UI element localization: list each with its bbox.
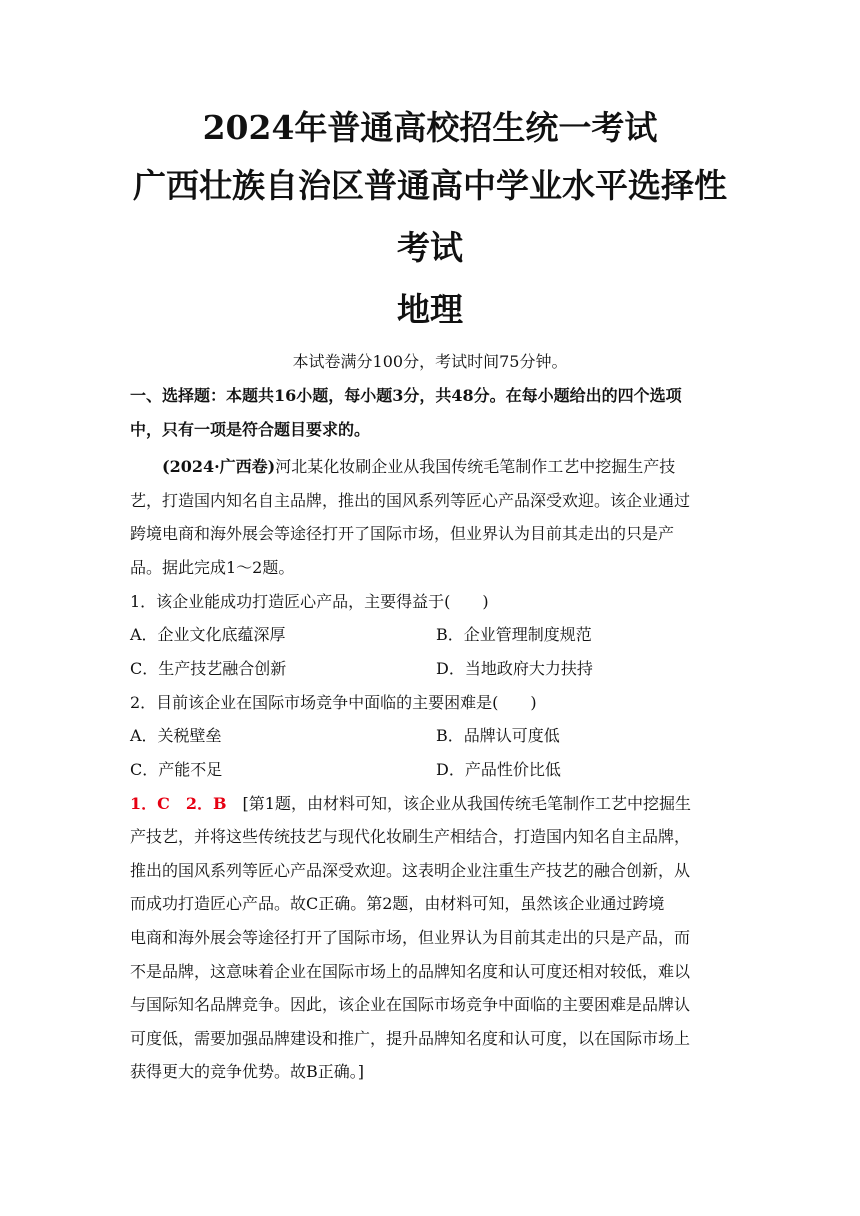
- answer-line-4: 而成功打造匠心产品。故C正确。第2题，由材料可知，虽然该企业通过跨境: [130, 894, 665, 913]
- question-1-option-c: C．生产技艺融合创新: [130, 659, 287, 678]
- question-2-option-d: D．产品性价比低: [436, 760, 561, 779]
- question-2-option-b: B．品牌认可度低: [436, 726, 560, 745]
- passage-line-4: 品。据此完成1～2题。: [130, 558, 295, 577]
- question-1-option-a: A．企业文化底蕴深厚: [130, 625, 286, 644]
- passage-line-1: [162, 455, 732, 479]
- passage-text: 河北某化妆刷企业从我国传统毛笔制作工艺中挖掘生产技: [275, 457, 676, 476]
- exam-title-line-1: 2024年普通高校招生统一考试: [202, 108, 658, 147]
- question-2-stem: 2．目前该企业在国际市场竞争中面临的主要困难是( ): [130, 693, 537, 712]
- answer-explanation-start: [第1题，由材料可知，该企业从我国传统毛笔制作工艺中挖掘生: [242, 794, 691, 813]
- answer-line-2: 产技艺，并将这些传统技艺与现代化妆刷生产相结合，打造国内知名自主品牌，: [130, 827, 691, 846]
- answer-line-6: 不是品牌，这意味着企业在国际市场上的品牌知名度和认可度还相对较低，难以: [130, 962, 691, 981]
- question-2-option-a: A．关税壁垒: [130, 726, 222, 745]
- exam-title-line-3: 考试: [397, 228, 463, 267]
- question-1-option-b: B．企业管理制度规范: [436, 625, 592, 644]
- section-heading-line-2: 中，只有一项是符合题目要求的。: [130, 420, 371, 439]
- answer-line-8: 可度低，需要加强品牌建设和推广，提升品牌知名度和认可度，以在国际市场上: [130, 1029, 691, 1048]
- exam-title-line-2: 广西壮族自治区普通高中学业水平选择性: [133, 166, 727, 205]
- passage-line-2: 艺，打造国内知名自主品牌，推出的国风系列等匠心产品深受欢迎。该企业通过: [130, 491, 691, 510]
- passage-source: (2024·广西卷): [162, 457, 276, 476]
- passage-line-3: 跨境电商和海外展会等途径打开了国际市场，但业界认为目前其走出的只是产: [130, 524, 675, 543]
- answer-line-1: [130, 792, 732, 816]
- answer-line-3: 推出的国风系列等匠心产品深受欢迎。这表明企业注重生产技艺的融合创新，从: [130, 861, 691, 880]
- answer-line-5: 电商和海外展会等途径打开了国际市场，但业界认为目前其走出的只是产品，而: [130, 928, 691, 947]
- section-heading-line-1: 一、选择题：本题共16小题，每小题3分，共48分。在每小题给出的四个选项: [130, 386, 682, 405]
- answer-line-9: 获得更大的竞争优势。故B正确。]: [130, 1062, 365, 1081]
- exam-info: 本试卷满分100分，考试时间75分钟。: [292, 352, 568, 371]
- question-2-option-c: C．产能不足: [130, 760, 223, 779]
- subject-title: 地理: [397, 290, 463, 329]
- question-1-option-d: D．当地政府大力扶持: [436, 659, 593, 678]
- answer-key: 1．C 2．B: [130, 794, 227, 813]
- answer-line-7: 与国际知名品牌竞争。因此，该企业在国际市场竞争中面临的主要困难是品牌认: [130, 995, 691, 1014]
- question-1-stem: 1．该企业能成功打造匠心产品，主要得益于( ): [130, 592, 489, 611]
